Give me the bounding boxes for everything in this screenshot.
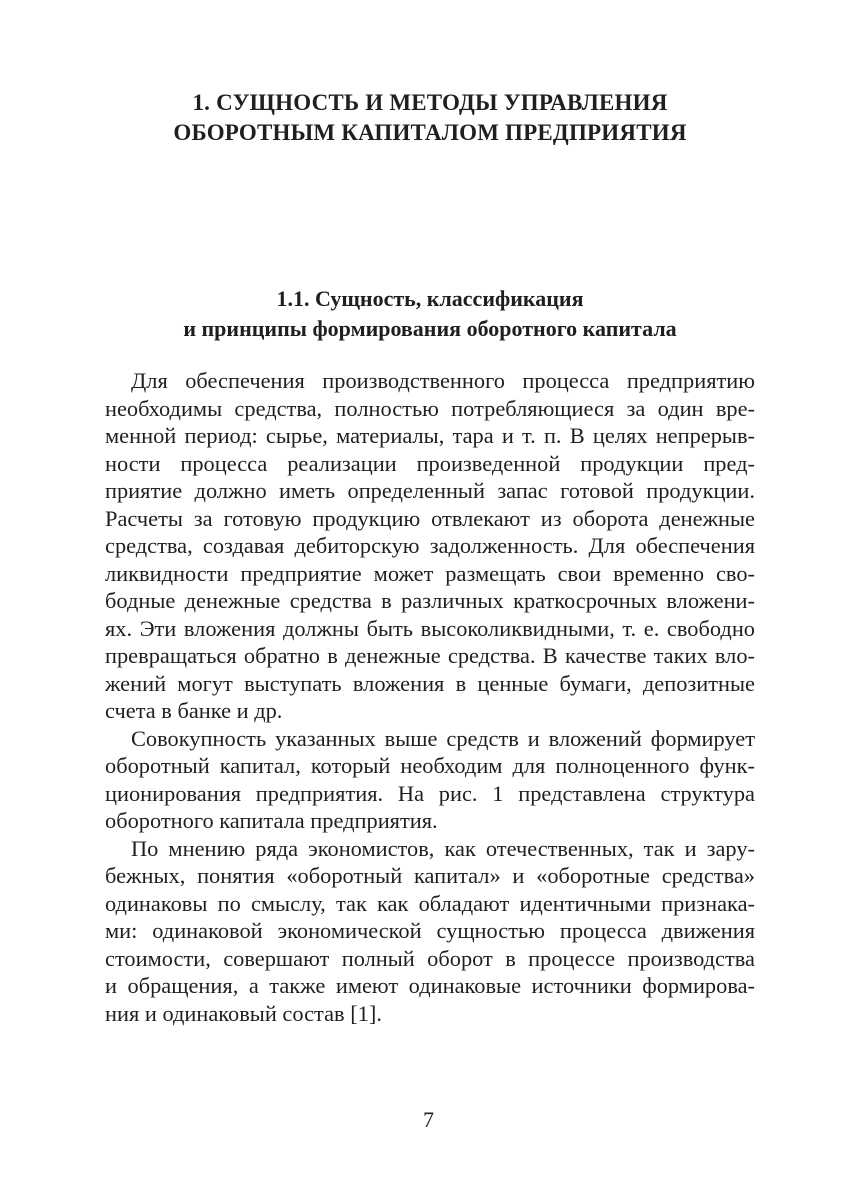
chapter-title-line-1: 1. СУЩНОСТЬ И МЕТОДЫ УПРАВЛЕНИЯ: [192, 90, 668, 115]
section-title: [100, 284, 760, 344]
text-line: счета в банке и др.: [105, 698, 283, 723]
text-line: оборотный капитал, который необходим для полноценного функ-: [105, 753, 755, 778]
text-line: Совокупность указанных выше средств и вложений формирует: [131, 725, 755, 751]
paragraph-1: [105, 367, 755, 725]
text-line: Расчеты за готовую продукцию отвлекают из оборота денежные: [105, 505, 755, 531]
text-line: менной период: сырье, материалы, тара и т. п. В целях непрерыв-: [105, 423, 755, 448]
paragraph-3: [105, 835, 755, 1028]
text-line: жений могут выступать вложения в ценные бумаги, депозитные: [105, 670, 755, 696]
text-line: оборотного капитала предприятия.: [105, 808, 438, 833]
text-line: бежных, понятия «оборотный капитал» и «оборотные средства»: [105, 863, 755, 888]
section-title-line-2: и принципы формирования оборотного капитала: [183, 316, 677, 341]
text-line: необходимы средства, полностью потребляющиеся за один вре-: [105, 395, 755, 421]
text-line: ми: одинаковой экономической сущностью процесса движения: [105, 918, 755, 943]
text-line: бодные денежные средства в различных краткосрочных вложени-: [105, 588, 755, 613]
text-line: Для обеспечения производственного процесса предприятию: [131, 368, 755, 393]
text-line: приятие должно иметь определенный запас готовой продукции.: [105, 478, 755, 503]
text-line: ности процесса реализации произведенной продукции пред-: [105, 450, 755, 476]
text-line: ликвидности предприятие может размещать свои временно сво-: [105, 560, 755, 586]
text-line: превращаться обратно в денежные средства. В качестве таких вло-: [105, 643, 755, 668]
text-line: стоимости, совершают полный оборот в процессе производства: [105, 945, 755, 971]
page-number: 7: [423, 1107, 434, 1132]
text-line: одинаковы по смыслу, так как обладают идентичными признака-: [105, 890, 755, 916]
text-line: ционирования предприятия. На рис. 1 представлена структура: [105, 780, 755, 806]
text-line: По мнению ряда экономистов, как отечественных, так и зару-: [131, 835, 755, 861]
paragraph-2: [105, 725, 755, 835]
chapter-title-line-2: ОБОРОТНЫМ КАПИТАЛОМ ПРЕДПРИЯТИЯ: [173, 120, 687, 145]
body-text: [105, 367, 755, 1027]
text-line: средства, создавая дебиторскую задолженность. Для обеспечения: [105, 533, 755, 558]
section-title-line-1: 1.1. Сущность, классификация: [276, 286, 584, 311]
text-line: ях. Эти вложения должны быть высоколиквидными, т. е. свободно: [105, 615, 755, 641]
text-line: ния и одинаковый состав [1].: [105, 1000, 382, 1026]
text-line: и обращения, а также имеют одинаковые источники формирова-: [105, 973, 755, 998]
chapter-title: [100, 88, 760, 148]
